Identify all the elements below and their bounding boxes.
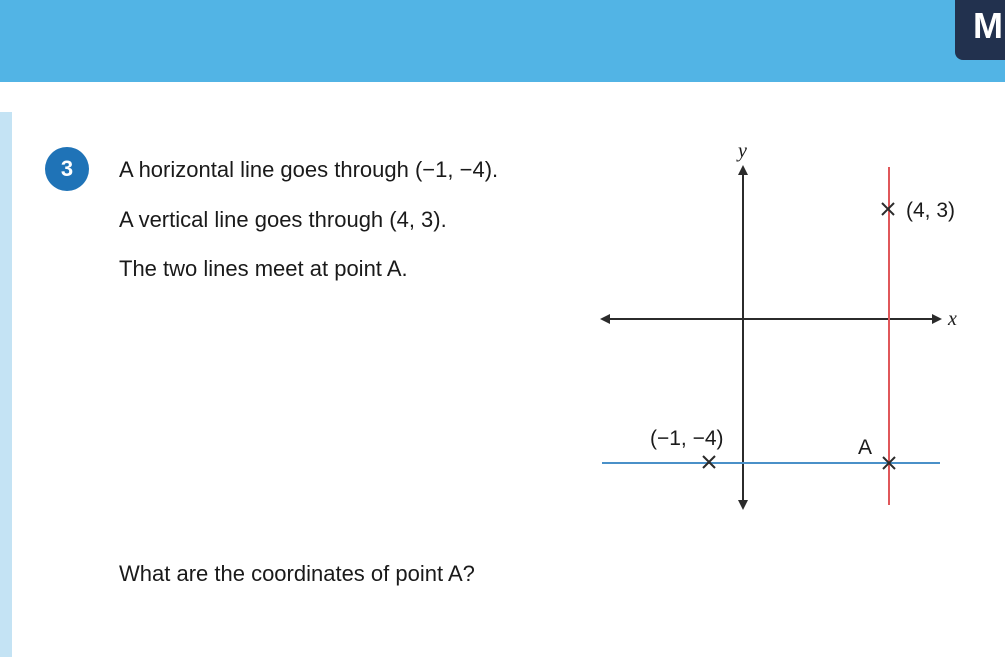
question-number-badge: 3: [45, 147, 89, 191]
top-banner: [0, 0, 1005, 82]
question-prompt: What are the coordinates of point A?: [119, 561, 475, 586]
x-axis-arrow-left: [600, 314, 610, 324]
question-line-1: A horizontal line goes through (−1, −4).: [119, 157, 499, 182]
corner-logo-badge: M: [955, 0, 1005, 60]
y-axis-arrow-down: [738, 500, 748, 510]
y-axis-label: y: [738, 140, 747, 162]
x-axis-arrow-right: [932, 314, 942, 324]
coordinate-diagram: [590, 135, 1000, 515]
point-neg1-neg4-label: (−1, −4): [650, 427, 724, 450]
point-4-3-label: (4, 3): [906, 199, 956, 222]
point-a-label: A: [858, 436, 873, 459]
x-axis-label: x: [948, 308, 957, 330]
left-margin-bar: [0, 112, 12, 657]
question-line-3: The two lines meet at point A.: [119, 256, 408, 281]
y-axis-arrow-up: [738, 165, 748, 175]
question-line-2: A vertical line goes through (4, 3).: [119, 207, 447, 232]
